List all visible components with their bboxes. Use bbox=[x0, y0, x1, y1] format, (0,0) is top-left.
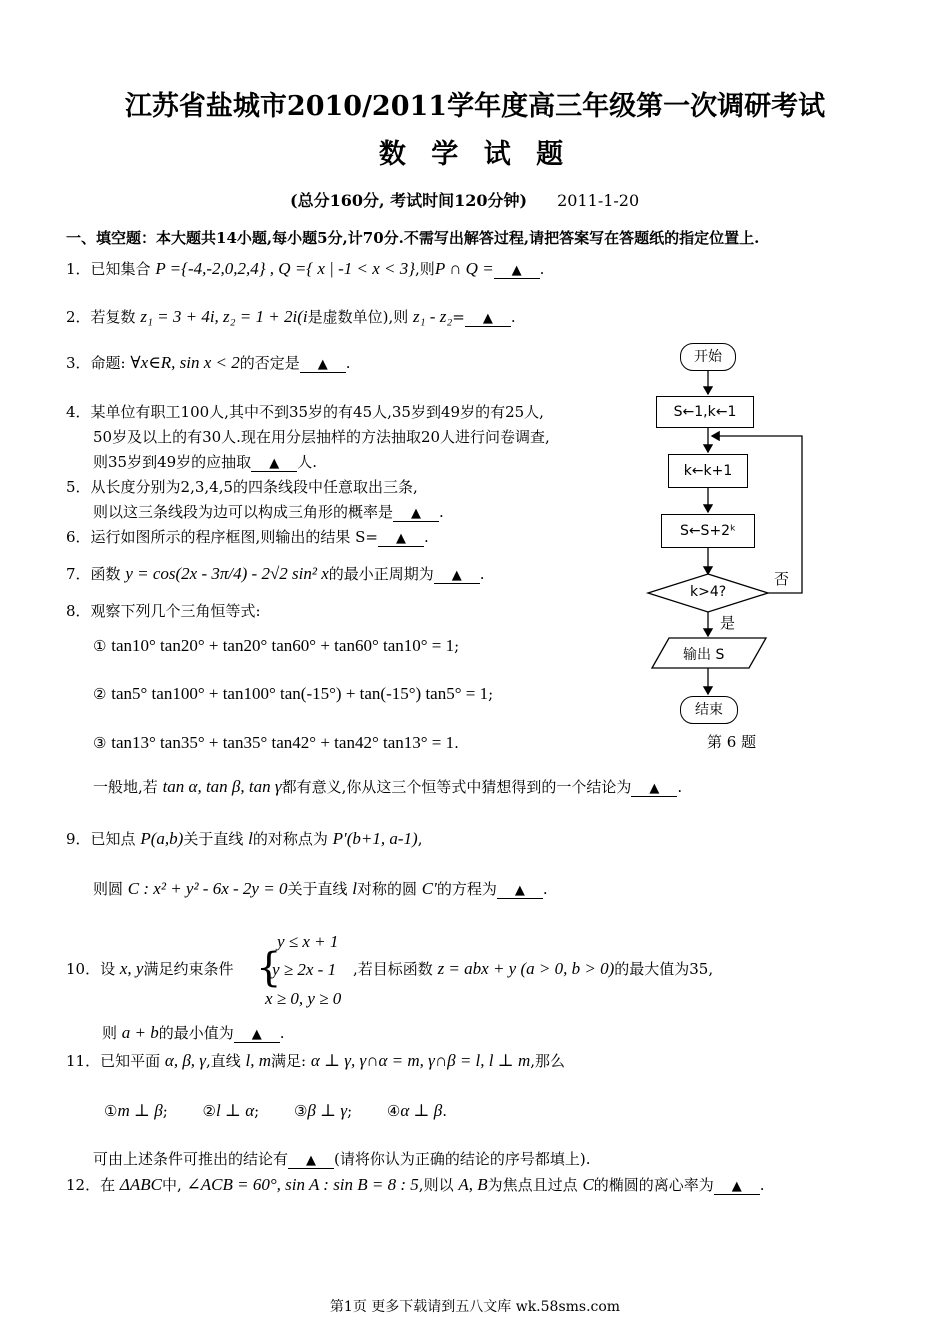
q-text: ; bbox=[162, 1102, 168, 1120]
constraint-2: y ≥ 2x - 1 bbox=[272, 960, 337, 979]
flowchart-caption: 第 6 题 bbox=[707, 733, 757, 751]
q-number: 4． bbox=[66, 403, 91, 421]
q-text: 的否定是 bbox=[239, 354, 300, 372]
q-text: ; bbox=[254, 1102, 260, 1120]
math-expr: α, β, γ bbox=[164, 1051, 206, 1070]
math-expr: z₁ - z₂ bbox=[413, 307, 453, 326]
math-expr: x, y bbox=[119, 959, 144, 978]
question-1: 1．已知集合 P ={-4,-2,0,2,4} , Q ={ x | -1 < x < 3},则P ∩ Q = ▲ . bbox=[66, 259, 545, 278]
math-expr: C bbox=[582, 1175, 594, 1194]
q-text: 运行如图所示的程序框图,则输出的结果 S= bbox=[90, 528, 378, 546]
math-expr: tan5° tan100° + tan100° tan(-15°) + tan(-15°) tan5° = 1 bbox=[111, 684, 489, 703]
math-expr: P′(b+1, a-1) bbox=[332, 829, 418, 848]
q-text: 则35岁到49岁的应抽取 bbox=[93, 453, 252, 471]
question-4-line2: 50岁及以上的有30人.现在用分层抽样的方法抽取20人进行问卷调查, bbox=[93, 428, 550, 446]
question-8-general: 一般地,若 tan α, tan β, tan γ都有意义,你从这三个恒等式中猜想得到的一个结论为 ▲ . bbox=[93, 777, 683, 796]
q-text: 对称的圆 bbox=[356, 880, 417, 898]
math-expr: z = abx + y (a > 0, b > 0) bbox=[437, 959, 615, 978]
constraint-1: y ≤ x + 1 bbox=[277, 932, 339, 951]
flow-step2: S←S+2ᵏ bbox=[661, 514, 755, 548]
q-number: 2． bbox=[66, 308, 91, 326]
math-expr: α ⊥ β bbox=[400, 1101, 443, 1120]
q-number: 12． bbox=[66, 1176, 101, 1194]
math-expr: a + b bbox=[121, 1023, 159, 1042]
q-text: 在 bbox=[100, 1176, 116, 1194]
q-text: 一般地,若 bbox=[93, 778, 158, 796]
q-number: 10． bbox=[66, 960, 101, 978]
math-expr: tan10° tan20° + tan20° tan60° + tan60° tan10° = 1 bbox=[111, 636, 455, 655]
q-text: . bbox=[454, 734, 459, 752]
answer-blank: ▲ bbox=[714, 1180, 760, 1195]
math-expr: α ⊥ γ, γ∩α = m, γ∩β = l, l ⊥ m bbox=[310, 1051, 531, 1070]
q-text: 某单位有职工100人,其中不到35岁的有45人,35岁到49岁的有25人, bbox=[90, 403, 544, 421]
q-number: 3． bbox=[66, 354, 91, 372]
q-text: ,若目标函数 bbox=[353, 960, 433, 978]
answer-blank: ▲ bbox=[251, 457, 297, 472]
question-12: 12．在 ΔABC中, ∠ACB = 60°, sin A : sin B = 8 : 5,则以 A, B为焦点且过点 C的椭圆的离心率为 ▲ . bbox=[66, 1175, 765, 1194]
q-number: 8． bbox=[66, 602, 91, 620]
q-text: ,直线 bbox=[205, 1052, 241, 1070]
math-expr: β ⊥ γ bbox=[307, 1101, 348, 1120]
q-text: 设 bbox=[100, 960, 116, 978]
q-text: 的方程为 bbox=[436, 880, 497, 898]
flow-condition: k>4? bbox=[690, 584, 727, 600]
answer-blank: ▲ bbox=[288, 1154, 334, 1169]
answer-blank: ▲ bbox=[234, 1028, 280, 1043]
q-text: = bbox=[452, 308, 465, 326]
item-label: ③ bbox=[93, 734, 107, 752]
q-text: 为焦点且过点 bbox=[487, 1176, 578, 1194]
q-text: 若复数 bbox=[90, 308, 136, 326]
item-label: ② bbox=[93, 685, 107, 703]
math-expr: P ∩ Q = bbox=[434, 259, 494, 278]
flow-output: 输出 S bbox=[683, 647, 725, 663]
answer-blank: ▲ bbox=[465, 312, 511, 327]
section-heading: 一、填空题：本大题共14小题,每小题5分,计70分.不需写出解答过程,请把答案写在答题纸的指定位置上. bbox=[66, 229, 760, 247]
q-text: 满足: bbox=[271, 1052, 307, 1070]
q-text: 可由上述条件可推出的结论有 bbox=[93, 1150, 289, 1168]
q-text: 的最小值为 bbox=[158, 1024, 234, 1042]
constraint-3: x ≥ 0, y ≥ 0 bbox=[265, 989, 342, 1008]
answer-blank: ▲ bbox=[378, 532, 424, 547]
q-text: 函数 bbox=[90, 565, 121, 583]
q-text: ; bbox=[488, 685, 494, 703]
question-5-line2: 则以这三条线段为边可以构成三角形的概率是 ▲ . bbox=[93, 503, 444, 521]
q-text: 则以这三条线段为边可以构成三角形的概率是 bbox=[93, 503, 394, 521]
question-2: 2．若复数 z₁ = 3 + 4i, z₂ = 1 + 2i(i是虚数单位),则 z₁ - z₂= ▲ . bbox=[66, 307, 516, 326]
q-text: 的最小正周期为 bbox=[328, 565, 434, 583]
constraint-brace: { bbox=[256, 945, 282, 991]
math-expr: l bbox=[248, 829, 253, 848]
item-label: ④ bbox=[386, 1102, 401, 1120]
q-text: ,则以 bbox=[418, 1176, 454, 1194]
q-text: , bbox=[417, 830, 423, 848]
math-expr: P ={-4,-2,0,2,4} , Q ={ x | -1 < x < 3} bbox=[155, 259, 416, 278]
q-text: 命题: bbox=[90, 354, 126, 372]
q-number: 1． bbox=[66, 260, 91, 278]
question-9-line2: 则圆 C : x² + y² - 6x - 2y = 0关于直线 l对称的圆 C′的方程为 ▲ . bbox=[93, 879, 548, 898]
question-3: 3．命题: ∀x∈R, sin x < 2的否定是 ▲ . bbox=[66, 353, 351, 372]
math-expr: ∀x∈R, sin x < 2 bbox=[130, 353, 240, 372]
q-text: 的椭圆的离心率为 bbox=[593, 1176, 714, 1194]
math-expr: P(a,b) bbox=[140, 829, 184, 848]
q-text: 的对称点为 bbox=[252, 830, 328, 848]
q-text: 已知集合 bbox=[90, 260, 151, 278]
math-expr: tan13° tan35° + tan35° tan42° + tan42° tan13° = 1 bbox=[111, 733, 455, 752]
q-text: . bbox=[442, 1102, 448, 1120]
math-expr: ∠ACB = 60°, sin A : sin B = 8 : 5 bbox=[186, 1175, 419, 1194]
q-text: 中, bbox=[161, 1176, 182, 1194]
item-label: ① bbox=[93, 637, 107, 655]
question-10-line2: 则 a + b的最小值为 ▲ . bbox=[102, 1023, 285, 1042]
q-text: ,那么 bbox=[530, 1052, 566, 1070]
item-label: ③ bbox=[293, 1102, 308, 1120]
page-footer: 第1页 更多下载请到五八文库 wk.58sms.com bbox=[329, 1299, 621, 1315]
q-text: 都有意义,你从这三个恒等式中猜想得到的一个结论为 bbox=[281, 778, 632, 796]
math-expr: C : x² + y² - 6x - 2y = 0 bbox=[127, 879, 288, 898]
q-text: 观察下列几个三角恒等式: bbox=[90, 602, 261, 620]
q-text: 已知点 bbox=[90, 830, 136, 848]
answer-blank: ▲ bbox=[631, 782, 677, 797]
q-text: 人. bbox=[297, 453, 317, 471]
q-text: ; bbox=[454, 637, 460, 655]
q-text: ,则 bbox=[415, 260, 435, 278]
q-text: 已知平面 bbox=[100, 1052, 161, 1070]
q-text: (请将你认为正确的结论的序号都填上). bbox=[334, 1150, 591, 1168]
q-text: 则圆 bbox=[93, 880, 124, 898]
flow-start: 开始 bbox=[680, 343, 736, 371]
math-expr: y = cos(2x - 3π/4) - 2√2 sin² x bbox=[125, 564, 329, 583]
math-expr: C′ bbox=[421, 879, 437, 898]
answer-blank: ▲ bbox=[494, 264, 540, 279]
math-expr: z₁ = 3 + 4i, z₂ = 1 + 2i(i bbox=[140, 307, 308, 326]
q-number: 6． bbox=[66, 528, 91, 546]
answer-blank: ▲ bbox=[393, 507, 439, 522]
item-label: ① bbox=[104, 1102, 118, 1120]
math-expr: m ⊥ β bbox=[117, 1101, 163, 1120]
q-text: 的最大值为35, bbox=[614, 960, 714, 978]
math-expr: l bbox=[352, 879, 357, 898]
q-text: 则 bbox=[102, 1024, 118, 1042]
q-text: 满足约束条件 bbox=[143, 960, 234, 978]
question-6: 6．运行如图所示的程序框图,则输出的结果 S= ▲ . bbox=[66, 528, 429, 546]
math-expr: l ⊥ α bbox=[215, 1101, 255, 1120]
q-number: 11． bbox=[66, 1052, 101, 1070]
exam-title: 江苏省盐城市2010/2011学年度高三年级第一次调研考试 bbox=[124, 91, 826, 122]
answer-blank: ▲ bbox=[434, 569, 480, 584]
q-number: 9． bbox=[66, 830, 91, 848]
paper-subject: 数 学 试 题 bbox=[378, 139, 572, 170]
math-expr: tan α, tan β, tan γ bbox=[162, 777, 282, 796]
q-text: ; bbox=[347, 1102, 353, 1120]
exam-duration: (总分160分, 考试时间120分钟) bbox=[290, 191, 528, 210]
item-label: ② bbox=[202, 1102, 216, 1120]
flow-no-label: 否 bbox=[774, 570, 790, 588]
answer-blank: ▲ bbox=[497, 884, 543, 899]
flow-step1: k←k+1 bbox=[668, 454, 748, 488]
math-expr: ΔABC bbox=[119, 1175, 162, 1194]
math-expr: A, B bbox=[458, 1175, 488, 1194]
flow-yes-label: 是 bbox=[720, 614, 736, 632]
q-text: 是虚数单位),则 bbox=[307, 308, 409, 326]
q-number: 5． bbox=[66, 478, 91, 496]
q-number: 7． bbox=[66, 565, 91, 583]
q-text: 关于直线 bbox=[287, 880, 348, 898]
flow-init: S←1,k←1 bbox=[656, 396, 754, 428]
q-text: 关于直线 bbox=[183, 830, 244, 848]
flow-end: 结束 bbox=[680, 696, 738, 724]
question-7: 7．函数 y = cos(2x - 3π/4) - 2√2 sin² x的最小正周期为 ▲ . bbox=[66, 564, 485, 583]
exam-date: 2011-1-20 bbox=[557, 191, 640, 210]
answer-blank: ▲ bbox=[300, 358, 346, 373]
q-text: 从长度分别为2,3,4,5的四条线段中任意取出三条, bbox=[90, 478, 418, 496]
math-expr: l, m bbox=[245, 1051, 272, 1070]
